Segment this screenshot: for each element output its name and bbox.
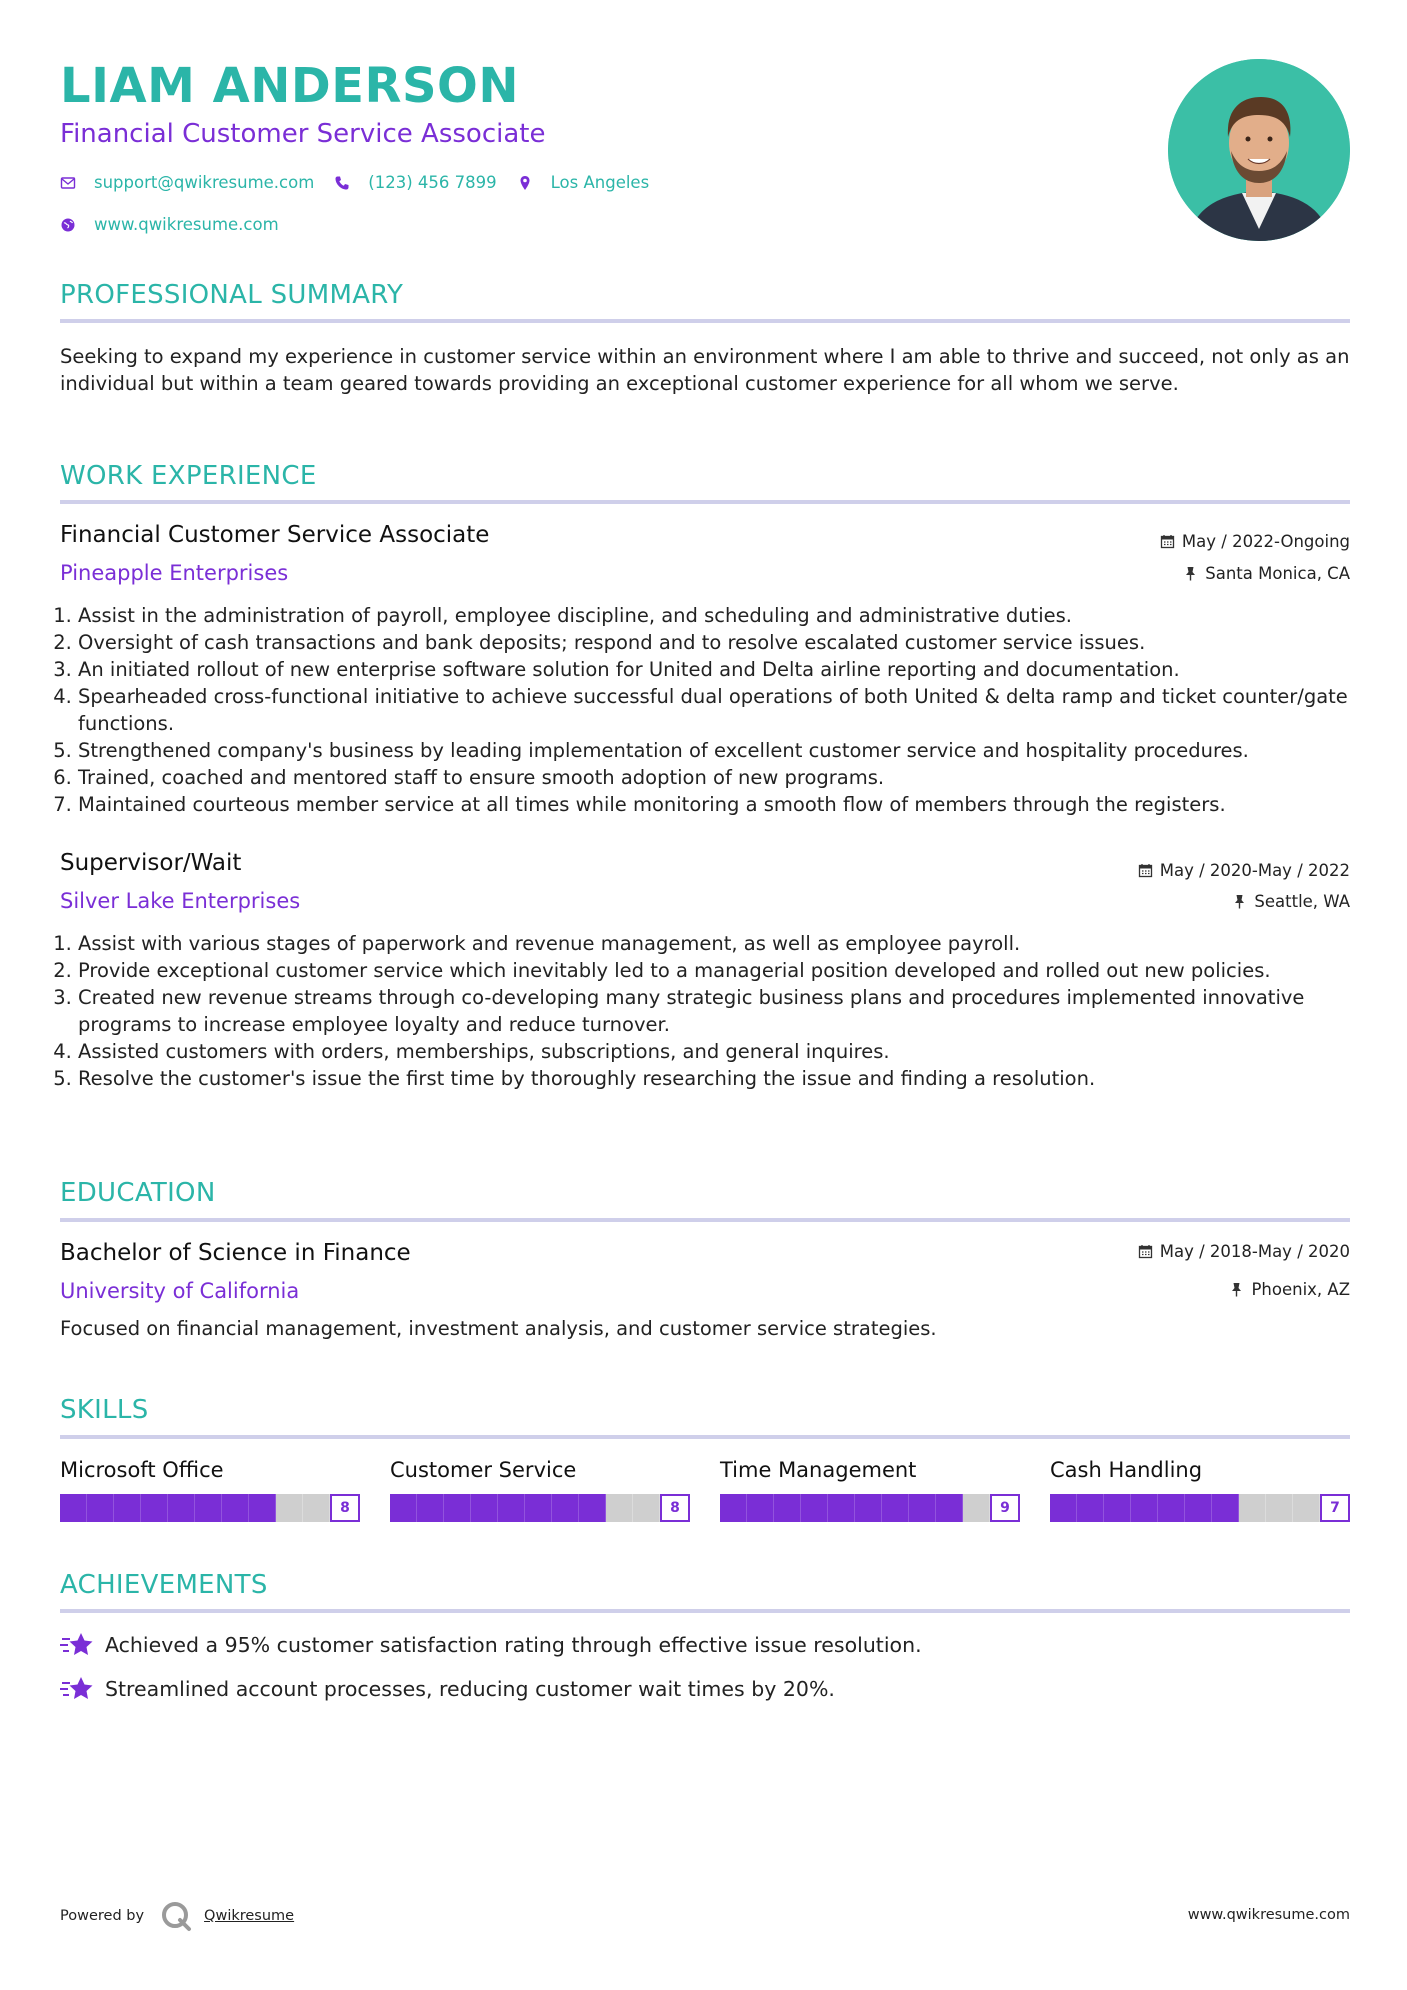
skill-meter — [1050, 1494, 1350, 1522]
skill-meter-segment — [276, 1494, 303, 1522]
achievement-text: Streamlined account processes, reducing customer wait times by 20%. — [105, 1677, 835, 1701]
education-dates-text: May / 2018-May / 2020 — [1159, 1242, 1350, 1261]
candidate-name: LIAM ANDERSON — [60, 58, 520, 114]
skill-meter-segment — [1239, 1494, 1266, 1522]
skill-meter-segment — [801, 1494, 828, 1522]
list-item: 7. Maintained courteous member service at all times while monitoring a smooth flow of members through the registers. — [78, 791, 1368, 818]
skill-rating-badge: 8 — [660, 1494, 690, 1522]
skill-meter-segment — [498, 1494, 525, 1522]
list-item: 1. Assist in the administration of payroll, employee discipline, and scheduling and administrative duties. — [78, 602, 1368, 629]
list-item: 2. Provide exceptional customer service which inevitably led to a managerial position developed and rolled out new policies. — [78, 957, 1368, 984]
list-item: 5. Resolve the customer's issue the first time by thoroughly researching the issue and finding a resolution. — [78, 1065, 1368, 1092]
skill-meter-segment — [1293, 1494, 1320, 1522]
school-name: University of California — [60, 1279, 300, 1303]
job-dates-text: May / 2020-May / 2022 — [1159, 861, 1350, 880]
skill-rating-badge: 8 — [330, 1494, 360, 1522]
pushpin-icon — [1232, 894, 1247, 909]
skill-bar — [1050, 1494, 1350, 1522]
job-location — [1183, 564, 1350, 583]
profile-photo — [1168, 59, 1350, 241]
skill-meter-segment — [936, 1494, 963, 1522]
footer-url[interactable]: www.qwikresume.com — [1187, 1907, 1350, 1923]
footer-powered-by — [60, 1900, 294, 1932]
star-icon — [60, 1675, 94, 1703]
skill-meter-segment — [828, 1494, 855, 1522]
calendar-icon — [1138, 863, 1153, 878]
summary-text: Seeking to expand my experience in customer service within an environment where I am able to thrive and succeed, not only as an individual but within a team geared towards providing an exceptional customer experience for all whom we serve. — [60, 345, 1350, 395]
skill-rating-badge: 9 — [990, 1494, 1020, 1522]
skill-meter-segment — [882, 1494, 909, 1522]
list-item: 4. Assisted customers with orders, memberships, subscriptions, and general inquires. — [78, 1038, 1368, 1065]
list-item: 2. Oversight of cash transactions and bank deposits; respond and to resolve escalated customer service issues. — [78, 629, 1368, 656]
skill-name: Cash Handling — [1050, 1458, 1203, 1482]
skill-meter-segment — [1050, 1494, 1077, 1522]
phone-contact[interactable] — [334, 173, 496, 192]
skill-meter-segment — [195, 1494, 222, 1522]
skill-meter-segment — [633, 1494, 660, 1522]
skill-meter-segment — [249, 1494, 276, 1522]
skill-meter-segment — [579, 1494, 606, 1522]
skill-meter-segment — [114, 1494, 141, 1522]
skill-meter-segment — [87, 1494, 114, 1522]
phone-text[interactable]: (123) 456 7899 — [368, 173, 497, 192]
skill-meter-segment — [303, 1494, 330, 1522]
website-contact[interactable] — [60, 215, 279, 234]
skill-bar — [390, 1494, 690, 1522]
skill-item — [60, 1458, 360, 1522]
skill-meter-segment — [963, 1494, 990, 1522]
achievement-item — [60, 1675, 835, 1703]
job-dates — [1160, 532, 1350, 551]
skill-meter — [720, 1494, 1020, 1522]
education-location — [1229, 1280, 1350, 1299]
education-dates — [1138, 1242, 1350, 1261]
list-item: 4. Spearheaded cross-functional initiative to achieve successful dual operations of both United & delta ramp and ticket counter/gate functions. — [78, 683, 1368, 737]
work-heading: WORK EXPERIENCE — [60, 461, 317, 491]
pushpin-icon — [1183, 566, 1198, 581]
skill-meter-segment — [1131, 1494, 1158, 1522]
list-item: 3. Created new revenue streams through co-developing many strategic business plans and procedures implemented innovative programs to increase employee loyalty and reduce turnover. — [78, 984, 1368, 1038]
skill-meter-segment — [855, 1494, 882, 1522]
skill-meter-segment — [1158, 1494, 1185, 1522]
skill-meter-segment — [222, 1494, 249, 1522]
skill-item — [720, 1458, 1020, 1522]
skill-meter-segment — [390, 1494, 417, 1522]
achievement-item — [60, 1631, 922, 1659]
achievements-divider — [60, 1609, 1350, 1613]
list-item: 5. Strengthened company's business by leading implementation of excellent customer service and hospitality procedures. — [78, 737, 1368, 764]
contact-row-website — [60, 215, 299, 234]
skill-item — [390, 1458, 690, 1522]
achievement-text: Achieved a 95% customer satisfaction rating through effective issue resolution. — [105, 1633, 922, 1657]
skill-meter-segment — [141, 1494, 168, 1522]
skill-meter-segment — [417, 1494, 444, 1522]
skill-meter-segment — [747, 1494, 774, 1522]
skill-bar — [60, 1494, 360, 1522]
calendar-icon — [1160, 534, 1175, 549]
skill-name: Customer Service — [390, 1458, 577, 1482]
company-name: Silver Lake Enterprises — [60, 889, 301, 913]
list-item: 6. Trained, coached and mentored staff to ensure smooth adoption of new programs. — [78, 764, 1368, 791]
skill-item — [1050, 1458, 1350, 1522]
skill-bar — [720, 1494, 1020, 1522]
skill-meter-segment — [552, 1494, 579, 1522]
mail-icon — [60, 175, 76, 191]
job-duties-list — [60, 930, 1368, 1092]
job-location — [1232, 892, 1350, 911]
skill-meter-segment — [774, 1494, 801, 1522]
skill-name: Time Management — [720, 1458, 917, 1482]
skill-meter-segment — [1185, 1494, 1212, 1522]
map-pin-icon — [517, 175, 533, 191]
job-title: Supervisor/Wait — [60, 850, 242, 876]
education-divider — [60, 1218, 1350, 1222]
summary-heading: PROFESSIONAL SUMMARY — [60, 280, 404, 310]
degree-title: Bachelor of Science in Finance — [60, 1240, 411, 1266]
education-heading: EDUCATION — [60, 1178, 216, 1208]
education-description: Focused on financial management, investment analysis, and customer service strategies. — [60, 1317, 937, 1340]
job-duties-list — [60, 602, 1368, 818]
education-location-text: Phoenix, AZ — [1251, 1280, 1350, 1299]
skill-meter-segment — [168, 1494, 195, 1522]
work-divider — [60, 500, 1350, 504]
job-title: Financial Customer Service Associate — [60, 522, 490, 548]
email-contact[interactable] — [60, 173, 314, 192]
qwikresume-link[interactable]: Qwikresume — [204, 1908, 295, 1924]
calendar-icon — [1138, 1244, 1153, 1259]
skill-meter — [390, 1494, 690, 1522]
skill-meter-segment — [909, 1494, 936, 1522]
skill-meter-segment — [60, 1494, 87, 1522]
phone-icon — [334, 175, 350, 191]
candidate-title: Financial Customer Service Associate — [60, 119, 546, 149]
skill-meter — [60, 1494, 360, 1522]
resume-page — [60, 0, 1350, 1990]
skill-meter-segment — [525, 1494, 552, 1522]
skills-divider — [60, 1435, 1350, 1439]
skill-meter-segment — [471, 1494, 498, 1522]
skill-name: Microsoft Office — [60, 1458, 224, 1482]
job-location-text: Seattle, WA — [1254, 892, 1350, 911]
skills-heading: SKILLS — [60, 1395, 149, 1425]
contact-row — [60, 173, 669, 192]
job-location-text: Santa Monica, CA — [1205, 564, 1350, 583]
list-item: 3. An initiated rollout of new enterprise software solution for United and Delta airline reporting and documentation. — [78, 656, 1368, 683]
powered-by-label: Powered by — [60, 1908, 145, 1924]
job-dates-text: May / 2022-Ongoing — [1181, 532, 1350, 551]
skill-meter-segment — [444, 1494, 471, 1522]
star-icon — [60, 1631, 94, 1659]
list-item: 1. Assist with various stages of paperwork and revenue management, as well as employee payroll. — [78, 930, 1368, 957]
email-text[interactable]: support@qwikresume.com — [94, 173, 315, 192]
job-dates — [1138, 861, 1350, 880]
website-text[interactable]: www.qwikresume.com — [94, 215, 279, 234]
skill-meter-segment — [1266, 1494, 1293, 1522]
globe-icon — [60, 217, 76, 233]
qwikresume-logo-icon — [160, 1900, 192, 1932]
location-contact — [517, 173, 650, 192]
skill-rating-badge: 7 — [1320, 1494, 1350, 1522]
skill-meter-segment — [720, 1494, 747, 1522]
skill-meter-segment — [1212, 1494, 1239, 1522]
pushpin-icon — [1229, 1282, 1244, 1297]
location-text: Los Angeles — [550, 173, 650, 192]
company-name: Pineapple Enterprises — [60, 561, 289, 585]
skill-meter-segment — [1104, 1494, 1131, 1522]
skill-meter-segment — [1077, 1494, 1104, 1522]
summary-divider — [60, 319, 1350, 323]
skill-meter-segment — [606, 1494, 633, 1522]
achievements-heading: ACHIEVEMENTS — [60, 1570, 268, 1600]
